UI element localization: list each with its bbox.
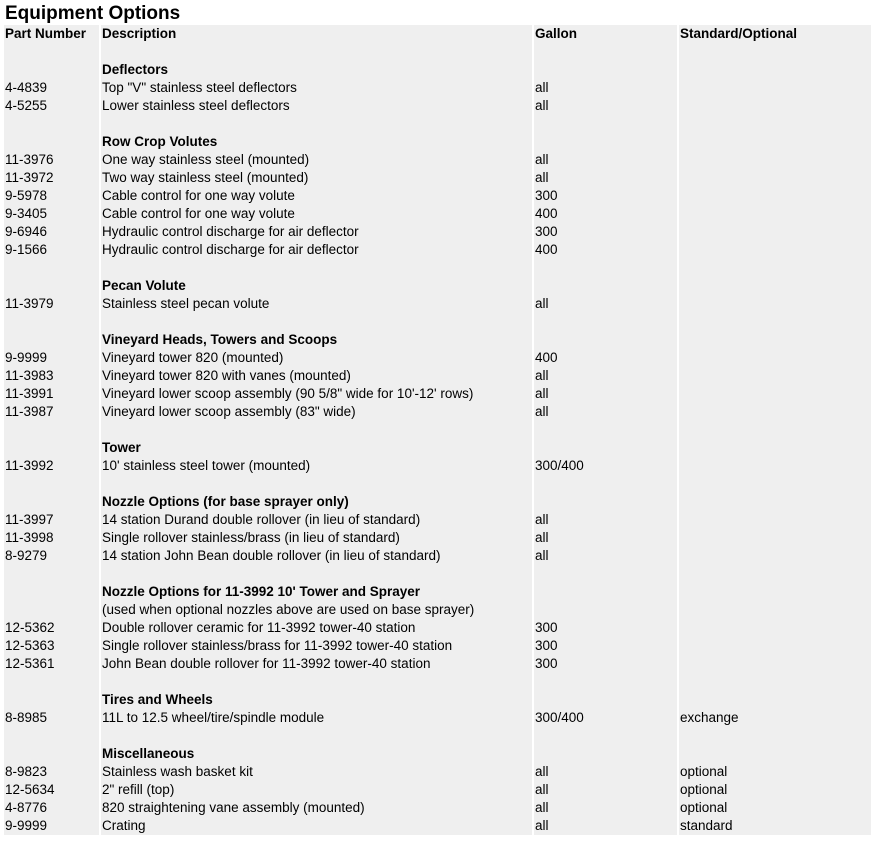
description-cell: 820 straightening vane assembly (mounted)	[101, 799, 532, 817]
section-row	[4, 61, 871, 79]
standard-optional-cell	[679, 241, 871, 259]
table-row	[4, 601, 871, 619]
table-row	[4, 97, 871, 115]
description-cell: Tower	[101, 439, 532, 457]
standard-optional-cell	[679, 295, 871, 313]
part-number-cell: 11-3976	[4, 151, 99, 169]
description-cell: (used when optional nozzles above are used on base sprayer)	[101, 601, 532, 619]
gallon-cell	[534, 565, 677, 583]
table-row	[4, 763, 871, 781]
standard-optional-cell	[679, 583, 871, 601]
standard-optional-cell	[679, 637, 871, 655]
part-number-cell	[4, 673, 99, 691]
section-row	[4, 439, 871, 457]
part-number-cell: 9-9999	[4, 349, 99, 367]
gallon-cell: 400	[534, 205, 677, 223]
gallon-cell: 300	[534, 187, 677, 205]
section-row	[4, 583, 871, 601]
standard-optional-cell: optional	[679, 799, 871, 817]
gallon-cell	[534, 691, 677, 709]
table-row	[4, 223, 871, 241]
part-number-cell	[4, 43, 99, 61]
description-cell: Two way stainless steel (mounted)	[101, 169, 532, 187]
description-cell: Deflectors	[101, 61, 532, 79]
table-row	[4, 403, 871, 421]
table-row	[4, 367, 871, 385]
table-row	[4, 799, 871, 817]
description-cell: Vineyard Heads, Towers and Scoops	[101, 331, 532, 349]
part-number-cell: 4-4839	[4, 79, 99, 97]
gallon-cell: 400	[534, 349, 677, 367]
standard-optional-cell: exchange	[679, 709, 871, 727]
table-row	[4, 151, 871, 169]
section-row	[4, 133, 871, 151]
gallon-cell	[534, 475, 677, 493]
description-cell: Top "V" stainless steel deflectors	[101, 79, 532, 97]
description-cell: 2" refill (top)	[101, 781, 532, 799]
standard-optional-cell	[679, 259, 871, 277]
description-cell: Hydraulic control discharge for air deflector	[101, 241, 532, 259]
gallon-cell	[534, 277, 677, 295]
part-number-cell: 9-6946	[4, 223, 99, 241]
standard-optional-cell	[679, 601, 871, 619]
part-number-cell: 4-5255	[4, 97, 99, 115]
part-number-cell: 11-3983	[4, 367, 99, 385]
description-cell: Double rollover ceramic for 11-3992 tower-40 station	[101, 619, 532, 637]
gallon-cell: 300	[534, 655, 677, 673]
gallon-cell	[534, 259, 677, 277]
standard-optional-cell	[679, 205, 871, 223]
part-number-cell	[4, 475, 99, 493]
standard-optional-cell	[679, 277, 871, 295]
standard-optional-cell	[679, 673, 871, 691]
section-row	[4, 493, 871, 511]
part-number-cell	[4, 493, 99, 511]
part-number-cell	[4, 133, 99, 151]
section-row	[4, 691, 871, 709]
part-number-cell: 12-5634	[4, 781, 99, 799]
part-number-cell: 11-3972	[4, 169, 99, 187]
header-standard-optional: Standard/Optional	[679, 25, 871, 43]
standard-optional-cell	[679, 385, 871, 403]
description-cell: 14 station Durand double rollover (in lieu of standard)	[101, 511, 532, 529]
standard-optional-cell	[679, 403, 871, 421]
gallon-cell: all	[534, 79, 677, 97]
gallon-cell: all	[534, 763, 677, 781]
gallon-cell	[534, 115, 677, 133]
standard-optional-cell	[679, 97, 871, 115]
gallon-cell	[534, 313, 677, 331]
table-row	[4, 187, 871, 205]
part-number-cell	[4, 61, 99, 79]
spacer-row	[4, 43, 871, 61]
gallon-cell	[534, 439, 677, 457]
description-cell: Lower stainless steel deflectors	[101, 97, 532, 115]
standard-optional-cell: optional	[679, 763, 871, 781]
part-number-cell: 11-3997	[4, 511, 99, 529]
part-number-cell: 8-8985	[4, 709, 99, 727]
gallon-cell	[534, 673, 677, 691]
table-row	[4, 709, 871, 727]
standard-optional-cell	[679, 79, 871, 97]
gallon-cell: all	[534, 547, 677, 565]
part-number-cell	[4, 583, 99, 601]
section-row	[4, 277, 871, 295]
section-row	[4, 331, 871, 349]
part-number-cell: 12-5363	[4, 637, 99, 655]
part-number-cell: 9-3405	[4, 205, 99, 223]
description-cell	[101, 565, 532, 583]
part-number-cell	[4, 259, 99, 277]
part-number-cell: 9-1566	[4, 241, 99, 259]
table-row	[4, 655, 871, 673]
standard-optional-cell	[679, 619, 871, 637]
part-number-cell	[4, 691, 99, 709]
part-number-cell	[4, 745, 99, 763]
part-number-cell: 9-9999	[4, 817, 99, 835]
standard-optional-cell	[679, 331, 871, 349]
table-row	[4, 385, 871, 403]
standard-optional-cell: standard	[679, 817, 871, 835]
gallon-cell: all	[534, 529, 677, 547]
part-number-cell	[4, 727, 99, 745]
gallon-cell	[534, 43, 677, 61]
gallon-cell	[534, 331, 677, 349]
description-cell: Vineyard lower scoop assembly (90 5/8" wide for 10'-12' rows)	[101, 385, 532, 403]
description-cell: Nozzle Options for 11-3992 10' Tower and Sprayer	[101, 583, 532, 601]
description-cell	[101, 313, 532, 331]
description-cell: Nozzle Options (for base sprayer only)	[101, 493, 532, 511]
spacer-row	[4, 673, 871, 691]
standard-optional-cell	[679, 439, 871, 457]
description-cell	[101, 475, 532, 493]
gallon-cell	[534, 421, 677, 439]
part-number-cell	[4, 601, 99, 619]
description-cell: Vineyard tower 820 (mounted)	[101, 349, 532, 367]
standard-optional-cell	[679, 493, 871, 511]
table-row	[4, 817, 871, 835]
spacer-row	[4, 565, 871, 583]
description-cell: Cable control for one way volute	[101, 205, 532, 223]
gallon-cell: all	[534, 169, 677, 187]
standard-optional-cell	[679, 745, 871, 763]
standard-optional-cell	[679, 313, 871, 331]
part-number-cell: 9-5978	[4, 187, 99, 205]
standard-optional-cell	[679, 133, 871, 151]
standard-optional-cell	[679, 475, 871, 493]
table-row	[4, 511, 871, 529]
part-number-cell: 11-3987	[4, 403, 99, 421]
part-number-cell: 8-9279	[4, 547, 99, 565]
gallon-cell	[534, 583, 677, 601]
page-title: Equipment Options	[5, 3, 181, 24]
gallon-cell: 300	[534, 619, 677, 637]
description-cell: One way stainless steel (mounted)	[101, 151, 532, 169]
description-cell: Crating	[101, 817, 532, 835]
gallon-cell: all	[534, 511, 677, 529]
description-cell: 11L to 12.5 wheel/tire/spindle module	[101, 709, 532, 727]
spacer-row	[4, 115, 871, 133]
table-row	[4, 457, 871, 475]
standard-optional-cell	[679, 367, 871, 385]
description-cell	[101, 259, 532, 277]
gallon-cell: 300	[534, 223, 677, 241]
standard-optional-cell	[679, 223, 871, 241]
standard-optional-cell	[679, 187, 871, 205]
table-body	[4, 43, 871, 835]
gallon-cell: all	[534, 295, 677, 313]
gallon-cell: all	[534, 781, 677, 799]
part-number-cell	[4, 565, 99, 583]
spacer-row	[4, 475, 871, 493]
table-row	[4, 79, 871, 97]
spacer-row	[4, 259, 871, 277]
standard-optional-cell	[679, 565, 871, 583]
description-cell: Pecan Volute	[101, 277, 532, 295]
description-cell: Vineyard lower scoop assembly (83" wide)	[101, 403, 532, 421]
gallon-cell: all	[534, 817, 677, 835]
description-cell: 10' stainless steel tower (mounted)	[101, 457, 532, 475]
description-cell: Tires and Wheels	[101, 691, 532, 709]
part-number-cell: 11-3991	[4, 385, 99, 403]
gallon-cell	[534, 61, 677, 79]
part-number-cell: 8-9823	[4, 763, 99, 781]
gallon-cell: 300	[534, 637, 677, 655]
standard-optional-cell	[679, 655, 871, 673]
section-row	[4, 745, 871, 763]
standard-optional-cell	[679, 43, 871, 61]
gallon-cell	[534, 133, 677, 151]
gallon-cell: all	[534, 367, 677, 385]
description-cell: Hydraulic control discharge for air deflector	[101, 223, 532, 241]
table-row	[4, 781, 871, 799]
part-number-cell	[4, 277, 99, 295]
standard-optional-cell	[679, 547, 871, 565]
equipment-options-table	[2, 25, 873, 835]
part-number-cell: 12-5362	[4, 619, 99, 637]
header-description: Description	[101, 25, 532, 43]
description-cell	[101, 673, 532, 691]
part-number-cell	[4, 331, 99, 349]
standard-optional-cell	[679, 169, 871, 187]
description-cell: Stainless steel pecan volute	[101, 295, 532, 313]
standard-optional-cell	[679, 457, 871, 475]
part-number-cell	[4, 115, 99, 133]
table-header-row	[4, 25, 871, 43]
gallon-cell: all	[534, 403, 677, 421]
gallon-cell	[534, 727, 677, 745]
part-number-cell: 11-3979	[4, 295, 99, 313]
table-row	[4, 169, 871, 187]
description-cell: Cable control for one way volute	[101, 187, 532, 205]
gallon-cell: all	[534, 151, 677, 169]
description-cell: Stainless wash basket kit	[101, 763, 532, 781]
standard-optional-cell	[679, 511, 871, 529]
description-cell: Single rollover stainless/brass for 11-3992 tower-40 station	[101, 637, 532, 655]
standard-optional-cell	[679, 529, 871, 547]
table-row	[4, 205, 871, 223]
table-row	[4, 529, 871, 547]
spacer-row	[4, 727, 871, 745]
description-cell	[101, 115, 532, 133]
description-cell: Vineyard tower 820 with vanes (mounted)	[101, 367, 532, 385]
description-cell: Miscellaneous	[101, 745, 532, 763]
table-row	[4, 349, 871, 367]
table-row	[4, 241, 871, 259]
part-number-cell: 12-5361	[4, 655, 99, 673]
gallon-cell: 400	[534, 241, 677, 259]
table-row	[4, 619, 871, 637]
gallon-cell	[534, 601, 677, 619]
part-number-cell: 11-3992	[4, 457, 99, 475]
gallon-cell: 300/400	[534, 709, 677, 727]
table-row	[4, 295, 871, 313]
description-cell	[101, 727, 532, 745]
gallon-cell: all	[534, 97, 677, 115]
header-gallon: Gallon	[534, 25, 677, 43]
description-cell: Row Crop Volutes	[101, 133, 532, 151]
header-part-number: Part Number	[4, 25, 99, 43]
standard-optional-cell: optional	[679, 781, 871, 799]
standard-optional-cell	[679, 61, 871, 79]
standard-optional-cell	[679, 691, 871, 709]
gallon-cell	[534, 493, 677, 511]
spacer-row	[4, 313, 871, 331]
description-cell: Single rollover stainless/brass (in lieu of standard)	[101, 529, 532, 547]
part-number-cell	[4, 439, 99, 457]
gallon-cell: all	[534, 799, 677, 817]
standard-optional-cell	[679, 421, 871, 439]
gallon-cell: all	[534, 385, 677, 403]
part-number-cell	[4, 313, 99, 331]
part-number-cell: 4-8776	[4, 799, 99, 817]
part-number-cell: 11-3998	[4, 529, 99, 547]
gallon-cell: 300/400	[534, 457, 677, 475]
table-row	[4, 637, 871, 655]
part-number-cell	[4, 421, 99, 439]
standard-optional-cell	[679, 727, 871, 745]
description-cell	[101, 421, 532, 439]
spacer-row	[4, 421, 871, 439]
description-cell: John Bean double rollover for 11-3992 tower-40 station	[101, 655, 532, 673]
description-cell: 14 station John Bean double rollover (in lieu of standard)	[101, 547, 532, 565]
standard-optional-cell	[679, 349, 871, 367]
standard-optional-cell	[679, 115, 871, 133]
gallon-cell	[534, 745, 677, 763]
description-cell	[101, 43, 532, 61]
standard-optional-cell	[679, 151, 871, 169]
table-row	[4, 547, 871, 565]
